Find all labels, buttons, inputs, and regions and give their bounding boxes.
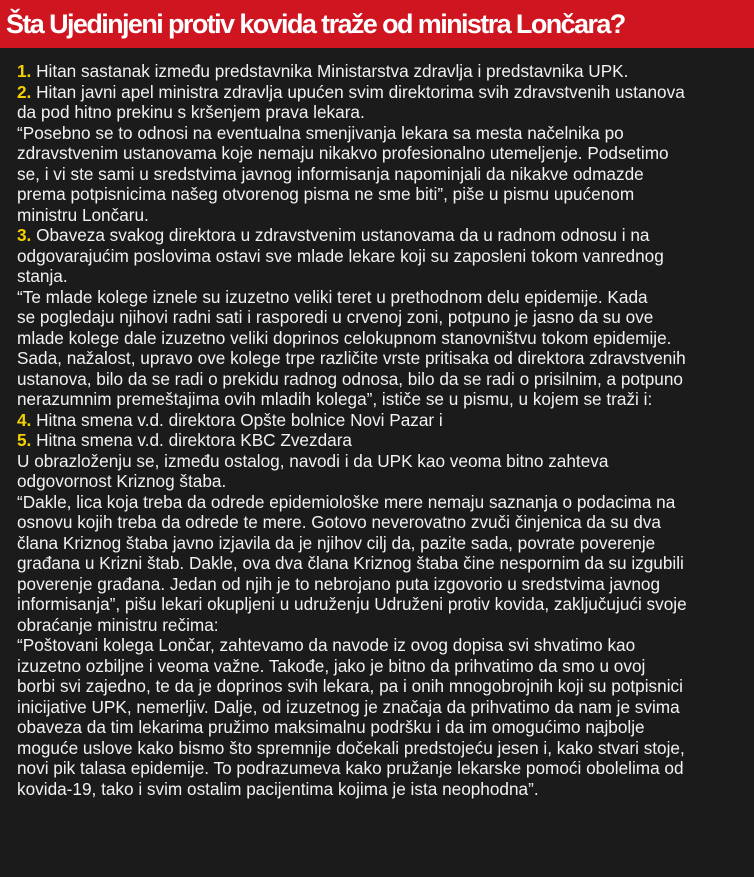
line-text: inicijative UPK, nemerljiv. Dalje, od izuzetnog je značaja da prihvatimo da nam je svima [17, 696, 680, 717]
text-line [17, 738, 747, 759]
text-line [17, 328, 747, 349]
line-text: obaveza da tim lekarima pružimo maksimalnu podršku i da im omogućimo najbolje [17, 717, 645, 737]
line-text: osnovu kojih treba da odrede te mere. Gotovo neverovatno zvuči činjenica da su dva [17, 512, 661, 532]
line-text: “Poštovani kolega Lončar, zahtevamo da navode iz ovog dopisa svi shvatimo kao [17, 635, 636, 655]
text-line [17, 656, 747, 677]
text-line [17, 574, 747, 595]
line-text: poverenje građana. Jedan od njih je to nebrojano puta izgovorio u sredstvima javnog [17, 573, 661, 594]
text-line [17, 594, 747, 615]
text-line [17, 615, 747, 636]
line-text: mlade kolege dale izuzetno veliki doprinos celokupnom stanovništvu tokom epidemije. [17, 327, 672, 348]
text-line [17, 635, 747, 656]
line-text: ustanova, bilo da se radi o prekidu radnog odnosa, bilo da se radi o prisilnim, a potpuno [17, 368, 683, 389]
line-text: nerazumnim premeštajima ovih mladih kolega”, ističe se u pismu, u kojem se traži i: [17, 389, 653, 409]
headline-bar [0, 0, 754, 48]
line-text: “Posebno se to odnosi na eventualna smenjivanja lekara sa mesta načelnika po [17, 122, 624, 143]
line-text: Hitan sastanak između predstavnika Ministarstva zdravlja i predstavnika UPK. [31, 61, 629, 81]
text-line [17, 451, 747, 472]
text-line [17, 779, 747, 800]
text-line [17, 717, 747, 738]
list-number: 1. [17, 61, 32, 81]
text-line [17, 184, 747, 205]
line-text: Hitna smena v.d. direktora Opšte bolnice Novi Pazar i [31, 409, 443, 430]
text-line [17, 307, 747, 328]
text-line [17, 143, 747, 164]
headline-title: Šta Ujedinjeni protiv kovida traže od ministra Lončara? [6, 8, 625, 39]
text-line [17, 533, 747, 554]
text-line [17, 369, 747, 390]
text-line [17, 348, 747, 369]
line-text: člana Kriznog štaba javno izjavila da je njihov cilj da, pazite sada, povrate poverenje [17, 532, 656, 553]
line-text: se pogledaju njihovi radni sati i rasporedi u crvenoj zoni, potpuno je jasno da su ove [17, 307, 654, 327]
line-text: građana u Krizni štab. Dakle, ova dva člana Kriznog štaba čine nespornim da su izgubili [17, 553, 684, 573]
line-text: Obaveza svakog direktora u zdravstvenim ustanovama da u radnom odnosu i na [31, 225, 650, 245]
text-line [17, 266, 747, 287]
text-line [17, 102, 747, 123]
text-line [17, 430, 747, 451]
line-text: da pod hitno prekinu s kršenjem prava lekara. [17, 102, 365, 122]
text-line [17, 205, 747, 226]
list-number: 4. [17, 409, 32, 430]
list-number: 5. [17, 430, 32, 450]
line-text: U obrazloženju se, između ostalog, navodi i da UPK kao veoma bitno zahteva [17, 450, 609, 471]
line-text: kovida-19, tako i svim ostalim pacijentima kojima je ista neophodna”. [17, 778, 539, 799]
line-text: borbi svi zajedno, te da je doprinos svih lekara, pa i onih mnogobrojnih koji su potpisnici [17, 676, 683, 696]
line-text: “Dakle, lica koja treba da odrede epidemiološke mere nemaju saznanja o podacima na [17, 491, 676, 512]
text-line [17, 697, 747, 718]
line-text: izuzetno ozbiljne i veoma važne. Takođe, jako je bitno da prihvatimo da smo u ovoj [17, 655, 646, 676]
text-line [17, 225, 747, 246]
line-text: informisanja”, pišu lekari okupljeni u udruženju Udruženi protiv kovida, zaključujući svoje [17, 594, 687, 614]
text-line [17, 512, 747, 533]
text-line [17, 61, 747, 82]
line-text: zdravstvenim ustanovama koje nemaju nikakvo profesionalno utemeljenje. Podsetimo [17, 143, 669, 163]
text-line [17, 410, 747, 431]
text-line [17, 471, 747, 492]
list-number: 3. [17, 225, 32, 245]
text-line [17, 287, 747, 308]
line-text: moguće uslove kako bismo što spremnije dočekali predstojeću jesen i, kako stvari stoje, [17, 737, 685, 758]
line-text: prema potpisnicima našeg otvorenog pisma ne sme biti”, piše u pismu upućenom [17, 184, 635, 204]
line-text: odgovarajućim poslovima ostavi sve mlade lekare koji su zaposleni tokom vanrednog [17, 245, 664, 266]
line-text: ministru Lončaru. [17, 204, 149, 225]
line-text: stanja. [17, 266, 68, 286]
line-text: obraćanje ministru rečima: [17, 614, 219, 635]
text-line [17, 553, 747, 574]
list-number: 2. [17, 81, 32, 102]
text-line [17, 389, 747, 410]
line-text: Hitna smena v.d. direktora KBC Zvezdara [31, 430, 352, 450]
text-line [17, 758, 747, 779]
line-text: se, i vi ste sami u sredstvima javnog informisanja napominjali da nikakve odmazde [17, 163, 644, 184]
text-line [17, 246, 747, 267]
line-text: Sada, nažalost, upravo ove kolege trpe različite vrste pritisaka od direktora zdravstvenih [17, 348, 686, 368]
article-body [17, 61, 747, 799]
text-line [17, 492, 747, 513]
line-text: novi pik talasa epidemije. To podrazumeva kako pružanje lekarske pomoći obolelima od [17, 758, 684, 778]
line-text: Hitan javni apel ministra zdravlja upućen svim direktorima svih zdravstvenih ustanova [31, 81, 685, 102]
text-line [17, 676, 747, 697]
text-line [17, 164, 747, 185]
text-line [17, 82, 747, 103]
text-line [17, 123, 747, 144]
line-text: “Te mlade kolege iznele su izuzetno veliki teret u prethodnom delu epidemije. Kada [17, 286, 648, 307]
line-text: odgovornost Kriznog štaba. [17, 471, 227, 491]
